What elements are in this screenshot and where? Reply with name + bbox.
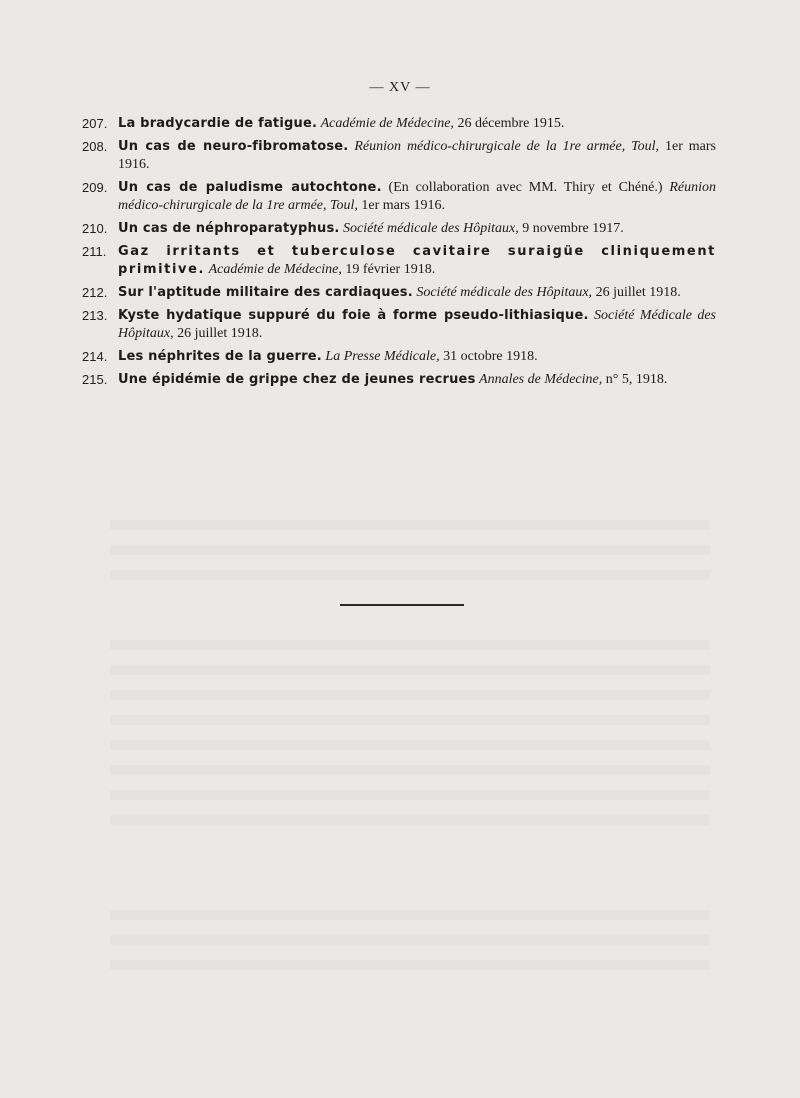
bibliography-entry [82, 115, 716, 133]
entry-date: 26 juillet 1918. [592, 285, 681, 300]
show-through-texture [110, 815, 710, 825]
bibliography-list [82, 115, 716, 394]
entry-date: 26 juillet 1918. [173, 326, 263, 341]
entry-number: 210. [82, 221, 108, 236]
bibliography-entry [82, 220, 716, 238]
entry-title: Une épidémie de grippe chez de jeunes recrues [118, 372, 476, 387]
show-through-texture [110, 910, 710, 920]
show-through-texture [110, 570, 710, 580]
bibliography-entry [82, 179, 716, 215]
entry-publication: Académie de Médecine, [208, 262, 342, 277]
bibliography-entry [82, 243, 716, 279]
entry-title: Les néphrites de la guerre. [118, 349, 322, 364]
entry-date: 19 février 1918. [341, 262, 436, 277]
entry-date: 9 novembre 1917. [518, 221, 624, 236]
entry-number: 212. [82, 285, 108, 300]
bibliography-entry [82, 371, 716, 389]
entry-number: 215. [82, 372, 108, 387]
entry-publication: Annales de Médecine, [479, 372, 603, 387]
show-through-texture [110, 740, 710, 750]
show-through-texture [110, 790, 710, 800]
bibliography-entry [82, 348, 716, 366]
show-through-texture [110, 935, 710, 945]
section-divider [340, 604, 464, 606]
entry-publication: Société médicale des Hôpitaux, [416, 285, 593, 300]
show-through-texture [110, 765, 710, 775]
entry-publication: La Presse Médicale, [325, 349, 440, 364]
entry-publication: Société Médicale des Hôpitaux, [118, 308, 716, 341]
entry-publication: Académie de Médecine, [320, 116, 454, 131]
entry-title: Un cas de paludisme autochtone. [118, 180, 382, 195]
entry-number: 214. [82, 349, 108, 364]
entry-date: 26 décembre 1915. [453, 116, 565, 131]
entry-title: Un cas de néphroparatyphus. [118, 221, 340, 236]
page-number: — XV — [369, 80, 431, 95]
entry-date: 1er mars 1916. [118, 139, 717, 172]
entry-number: 208. [82, 139, 108, 154]
entry-date: 1er mars 1916. [357, 198, 445, 213]
show-through-texture [110, 520, 710, 530]
show-through-texture [110, 665, 710, 675]
show-through-texture [110, 640, 710, 650]
entry-title: Gaz irritants et tuberculose cavitaire suraigüe cliniquement primitive. [118, 244, 716, 277]
show-through-texture [110, 690, 710, 700]
entry-number: 207. [82, 116, 108, 131]
entry-number: 211. [82, 244, 107, 259]
entry-title: Sur l'aptitude militaire des cardiaques. [118, 285, 413, 300]
bibliography-entry [82, 138, 716, 174]
show-through-texture [110, 545, 710, 555]
entry-title: Kyste hydatique suppuré du foie à forme pseudo-lithiasique. [118, 308, 589, 323]
entry-publication: Société médicale des Hôpitaux, [343, 221, 519, 236]
entry-date: 31 octobre 1918. [439, 349, 538, 364]
entry-publication: Réunion médico-chirurgicale de la 1re armée, Toul, [354, 139, 660, 154]
bibliography-entry [82, 307, 716, 343]
bibliography-entry [82, 284, 716, 302]
entry-title: La bradycardie de fatigue. [118, 116, 318, 131]
entry-publication: Réunion médico-chirurgicale de la 1re armée, Toul, [118, 180, 716, 213]
entry-number: 209. [82, 180, 108, 195]
entry-date: n° 5, 1918. [602, 372, 668, 387]
entry-title: Un cas de neuro-fibromatose. [118, 139, 349, 154]
show-through-texture [110, 960, 710, 970]
entry-collaboration-note: (En collaboration avec MM. Thiry et Chéné.) [381, 180, 670, 195]
entry-number: 213. [82, 308, 108, 323]
show-through-texture [110, 715, 710, 725]
